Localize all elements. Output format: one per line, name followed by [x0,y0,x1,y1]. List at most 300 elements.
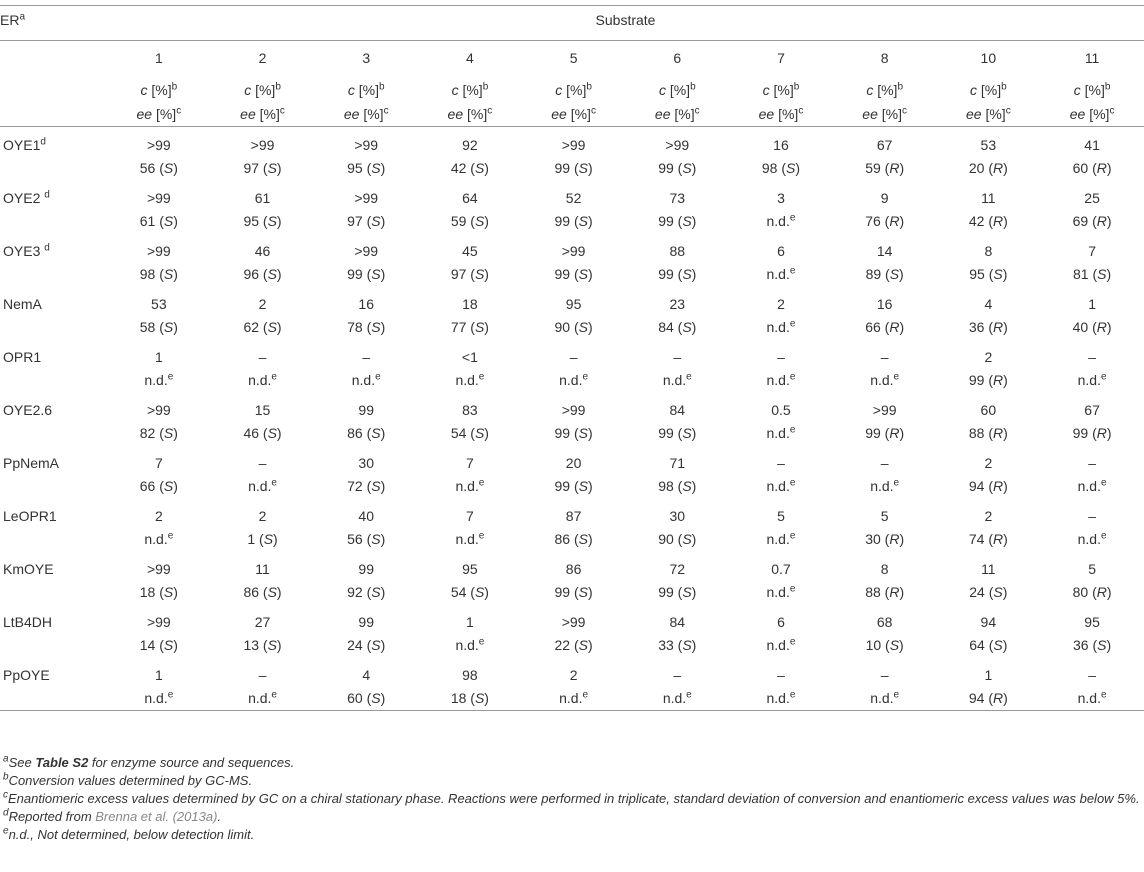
substrate-number: 3 [314,41,418,75]
conversion-cell: 15 [254,401,271,418]
conversion-cell: 1 [154,348,163,365]
conversion-cell: 60 [980,401,997,418]
ee-cell: 99 (R) [865,425,905,441]
conversion-cell: >99 [561,136,586,153]
conversion-cell: 2 [984,348,993,365]
ee-cell: 74 (R) [968,531,1008,547]
ee-cell: 18 (S) [139,584,178,600]
ee-cell: n.d.$^e$ [107,686,211,711]
conversion-cell: >99 [872,401,897,418]
table-row-conversion [0,286,1144,315]
conversion-cell: 25 [1084,189,1100,206]
conversion-cell: >99 [146,613,171,630]
ee-cell: n.d.$^e$ [766,424,796,441]
conversion-cell: >99 [354,242,379,259]
table-row-ee [0,633,1144,657]
unit-c-label: c [%]$^b$ [140,81,178,98]
ee-cell: 99 (S) [554,584,593,600]
header-row-units [0,74,1144,127]
unit-header-cell [314,74,418,127]
conversion-cell: 1 [154,666,163,683]
conversion-cell: 5 [777,507,785,524]
er-name-cell: OYE2 $^d$ [3,188,50,206]
ee-cell: n.d.$^e$ [625,686,729,711]
conversion-cell: – [880,666,889,683]
unit-ee-label: ee [%]$^c$ [862,105,907,122]
ee-cell: 99 (S) [658,213,697,229]
ee-cell: 14 (S) [139,637,178,653]
conversion-cell: 2 [984,507,993,524]
conversion-cell: 1 [1088,295,1096,312]
table-row-conversion [0,180,1144,209]
table-row-conversion [0,551,1144,580]
footnote-d: $^d$Reported from Brenna et al. (2013a). [3,807,222,824]
er-name-cell: PpOYE [3,666,50,683]
ee-cell: 99 (S) [658,425,697,441]
conversion-cell: – [258,348,267,365]
conversion-cell: 2 [777,295,785,312]
ee-cell: 36 (S) [1073,637,1112,653]
ee-cell: 56 (S) [139,160,178,176]
ee-cell: 96 (S) [243,266,282,282]
table-row-conversion [0,127,1144,157]
table-row-ee [0,368,1144,392]
conversion-cell: 2 [258,295,267,312]
er-name-cell: PpNemA [3,454,60,471]
conversion-cell: – [362,348,371,365]
ee-cell: n.d.$^e$ [1077,530,1107,547]
ee-cell: n.d.$^e$ [455,636,485,653]
conversion-cell: – [673,348,682,365]
unit-header-cell [625,74,729,127]
conversion-cell: 11 [255,560,270,577]
conversion-cell: 68 [876,613,893,630]
er-name-cell: OYE2.6 [3,401,53,418]
conversion-cell: 4 [362,666,371,683]
er-column-header: $ER^a$ [0,6,107,41]
ee-cell: 97 (S) [347,213,386,229]
conversion-cell: 14 [876,242,893,259]
conversion-cell: 95 [1084,613,1100,630]
ee-cell: 99 (R) [968,372,1008,388]
results-body [0,127,1144,711]
ee-cell: n.d.$^e$ [870,477,900,494]
ee-cell: 99 (S) [554,160,593,176]
conversion-cell: 83 [462,401,478,418]
conversion-cell: 2 [984,454,993,471]
conversion-cell: 53 [980,136,997,153]
conversion-cell: 9 [880,189,889,206]
ee-cell: n.d.$^e$ [833,686,937,711]
unit-c-label: c [%]$^b$ [347,81,385,98]
conversion-cell: 53 [151,295,167,312]
er-name-cell: LeOPR1 [3,507,57,524]
ee-cell: 89 (S) [865,266,904,282]
ee-cell: 18 (S) [418,686,522,711]
ee-cell: 99 (S) [554,266,593,282]
ee-cell: n.d.$^e$ [766,530,796,547]
ee-cell: n.d.$^e$ [455,530,485,547]
conversion-cell: – [777,348,785,365]
table-row-ee [0,209,1144,233]
ee-cell: 97 (S) [450,266,489,282]
conversion-cell: 92 [462,136,478,153]
ee-cell: 98 (S) [658,478,697,494]
conversion-cell: >99 [146,242,171,259]
ee-cell: 92 (S) [347,584,386,600]
conversion-cell: >99 [250,136,275,153]
conversion-cell: 40 [358,507,374,524]
unit-ee-label: ee [%]$^c$ [240,105,285,122]
ee-cell: 84 (S) [658,319,697,335]
table-footnotes [3,754,1141,844]
conversion-cell: 11 [981,560,996,577]
substrate-number: 1 [107,41,211,75]
ee-cell: n.d.$^e$ [1077,371,1107,388]
ee-cell: 76 (R) [865,213,905,229]
ee-cell: 54 (S) [450,584,489,600]
ee-cell: 40 (R) [1072,319,1112,335]
conversion-cell: 1 [466,613,474,630]
ee-cell: 98 (S) [761,160,801,176]
unit-ee-label: ee [%]$^c$ [654,105,700,122]
conversion-cell: – [673,666,682,683]
substrate-number: 10 [937,41,1041,75]
conversion-cell: >99 [354,136,379,153]
unit-c-label: c [%]$^b$ [762,81,800,98]
ee-cell: 78 (S) [347,319,386,335]
ee-cell: n.d.$^e$ [766,318,796,335]
er-name-cell: NemA [3,295,42,312]
unit-ee-label: ee [%]$^c$ [343,105,389,122]
er-name-cell: LtB4DH [3,613,53,630]
conversion-cell: 88 [669,242,686,259]
header-row-substrate [0,6,1144,41]
conversion-cell: 87 [565,507,582,524]
table-row-conversion [0,498,1144,527]
ee-cell: 86 (S) [347,425,386,441]
unit-ee-label: ee [%]$^c$ [1069,105,1115,122]
conversion-cell: 95 [462,560,478,577]
ee-cell: 99 (S) [554,478,593,494]
conversion-cell: 72 [669,560,686,577]
footnote-b: $^b$Conversion values determined by GC-MS. [3,771,253,788]
conversion-cell: >99 [146,560,171,577]
ee-cell: n.d.$^e$ [766,212,796,229]
conversion-cell: 16 [358,295,374,312]
ee-cell: n.d.$^e$ [766,265,796,282]
conversion-cell: 5 [880,507,889,524]
conversion-cell: 7 [466,507,474,524]
ee-cell: 99 (S) [658,584,697,600]
table-row-conversion [0,339,1144,368]
conversion-cell: – [258,454,267,471]
conversion-cell: 27 [254,613,271,630]
conversion-cell: – [1088,666,1096,683]
conversion-cell: 20 [565,454,582,471]
ee-cell: n.d.$^e$ [559,371,589,388]
ee-cell: 58 (S) [139,319,178,335]
conversion-cell: 18 [462,295,478,312]
conversion-cell: – [777,666,785,683]
ee-cell: 46 (S) [243,425,282,441]
conversion-cell: 8 [984,242,993,259]
table-row-ee [0,474,1144,498]
unit-c-label: c [%]$^b$ [658,81,696,98]
ee-cell: 42 (R) [968,213,1008,229]
unit-header-cell [107,74,211,127]
ee-cell: 99 (S) [554,425,593,441]
unit-header-cell [418,74,522,127]
conversion-cell: 0.5 [771,401,791,418]
conversion-cell: 6 [777,242,785,259]
header-row-substrate-numbers [0,41,1144,75]
conversion-cell: 4 [984,295,993,312]
ee-cell: n.d.$^e$ [144,371,174,388]
conversion-cell: 2 [569,666,578,683]
ee-cell: n.d.$^e$ [351,371,381,388]
unit-c-label: c [%]$^b$ [970,81,1007,98]
conversion-cell: 84 [669,401,686,418]
table-row-ee [0,527,1144,551]
ee-cell: 59 (R) [865,160,905,176]
conversion-cell: – [880,348,889,365]
conversion-cell: 99 [358,613,374,630]
conversion-cell: >99 [146,189,171,206]
ee-cell: 94 (R) [968,478,1008,494]
er-name-cell: OPR1 [3,348,42,365]
ee-cell: 61 (S) [139,213,178,229]
table-row-conversion [0,392,1144,421]
conversion-cell: 11 [981,189,996,206]
ee-cell: n.d.$^e$ [766,477,796,494]
ee-cell: 60 (S) [314,686,418,711]
conversion-cell: >99 [561,613,586,630]
ee-cell: n.d.$^e$ [522,686,626,711]
conversion-cell: 71 [669,454,686,471]
table-row-ee [0,421,1144,445]
unit-c-label: c [%]$^b$ [866,81,903,98]
substrate-number: 6 [625,41,729,75]
ee-cell: 95 (S) [347,160,386,176]
unit-c-label: c [%]$^b$ [244,81,281,98]
ee-cell: 60 (R) [1072,160,1112,176]
conversion-cell: – [1088,454,1096,471]
unit-header-cell [211,74,315,127]
ee-cell: n.d.$^e$ [248,477,277,494]
reference-link[interactable]: Brenna et al. (2013a) [95,809,218,824]
table-row-conversion [0,233,1144,262]
conversion-cell: 16 [773,136,789,153]
ee-cell: 80 (R) [1072,584,1112,600]
conversion-cell: – [777,454,785,471]
substrate-number: 5 [522,41,626,75]
ee-cell: n.d.$^e$ [211,686,315,711]
unit-ee-label: ee [%]$^c$ [447,105,493,122]
conversion-cell: – [569,348,578,365]
conversion-cell: 5 [1088,560,1096,577]
unit-ee-label: ee [%]$^c$ [136,105,182,122]
ee-cell: 86 (S) [554,531,593,547]
conversion-cell: 30 [358,454,374,471]
substrate-number: 2 [211,41,315,75]
unit-header-cell [1040,74,1144,127]
conversion-cell: 99 [358,560,374,577]
table-row-ee [0,262,1144,286]
ee-cell: n.d.$^e$ [870,371,900,388]
ee-cell: 86 (S) [243,584,282,600]
ee-cell: 72 (S) [347,478,386,494]
conversion-cell: 46 [254,242,271,259]
conversion-cell: – [880,454,889,471]
ee-cell: 64 (S) [969,637,1008,653]
ee-cell: 88 (R) [865,584,905,600]
footnote-a: $^a$See Table S2 for enzyme source and sequences. [3,753,295,770]
conversion-cell: >99 [146,401,171,418]
conversion-cell: 45 [462,242,478,259]
conversion-cell: >99 [561,401,586,418]
conversion-cell: 61 [254,189,271,206]
conversion-cell: 67 [1084,401,1100,418]
conversion-cell: 86 [565,560,582,577]
table-row-conversion [0,445,1144,474]
ee-cell: 66 (R) [865,319,905,335]
conversion-cell: 30 [669,507,686,524]
conversion-cell: >99 [146,136,171,153]
substrate-number: 7 [729,41,833,75]
ee-cell: n.d.$^e$ [1040,686,1144,711]
ee-cell: 99 (R) [1072,425,1112,441]
ee-cell: n.d.$^e$ [455,371,485,388]
ee-cell: n.d.$^e$ [729,686,833,711]
ee-cell: 1 (S) [247,531,278,547]
conversion-cell: <1 [461,348,478,365]
conversion-cell: 1 [984,666,993,683]
conversion-cell: 2 [258,507,267,524]
table-row-ee [0,686,1144,711]
ee-cell: 88 (R) [968,425,1008,441]
ee-cell: n.d.$^e$ [766,583,796,600]
table-row-conversion [0,657,1144,686]
conversion-cell: 7 [154,454,163,471]
conversion-cell: – [1088,348,1096,365]
conversion-cell: 41 [1084,136,1100,153]
ee-cell: 81 (S) [1073,266,1112,282]
table-row-ee [0,156,1144,180]
ee-cell: 42 (S) [450,160,489,176]
ee-cell: 66 (S) [139,478,178,494]
conversion-cell: 7 [1088,242,1096,259]
ee-cell: 82 (S) [139,425,178,441]
ee-cell: 99 (S) [554,213,593,229]
conversion-cell: 16 [876,295,893,312]
ee-cell: 99 (S) [658,160,697,176]
conversion-cell: >99 [665,136,690,153]
ee-cell: 59 (S) [450,213,489,229]
ee-cell: 77 (S) [450,319,489,335]
ee-cell: 98 (S) [139,266,178,282]
er-name-cell: KmOYE [3,560,54,577]
unit-c-label: c [%]$^b$ [451,81,489,98]
conversion-cell: 84 [669,613,686,630]
ee-cell: 10 (S) [865,637,904,653]
conversion-cell: 64 [462,189,478,206]
conversion-cell: 3 [777,189,785,206]
ee-cell: 95 (S) [969,266,1008,282]
ee-cell: 24 (S) [347,637,386,653]
conversion-cell: 99 [358,401,374,418]
unit-header-cell [833,74,937,127]
unit-ee-label: ee [%]$^c$ [965,105,1011,122]
conversion-cell: 8 [880,560,889,577]
ee-cell: 97 (S) [243,160,282,176]
conversion-cell: – [1088,507,1096,524]
unit-ee-label: ee [%]$^c$ [758,105,804,122]
table-row-ee [0,580,1144,604]
conversion-cell: >99 [354,189,379,206]
er-name-cell: OYE1$^d$ [3,135,46,153]
conversion-cell: – [258,666,267,683]
ee-cell: 95 (S) [243,213,282,229]
ee-cell: n.d.$^e$ [455,477,485,494]
conversion-cell: 0.7 [771,560,791,577]
unit-header-cell [729,74,833,127]
ee-cell: 20 (R) [968,160,1008,176]
conversion-cell: 94 [980,613,997,630]
ee-cell: 30 (R) [865,531,905,547]
table-row-ee [0,315,1144,339]
ee-cell: 94 (R) [937,686,1041,711]
ee-cell: 99 (S) [347,266,386,282]
conversion-cell: 2 [154,507,163,524]
results-table [0,5,1144,711]
conversion-cell: 23 [669,295,686,312]
conversion-cell: 73 [669,189,686,206]
ee-cell: 69 (R) [1072,213,1112,229]
unit-ee-label: ee [%]$^c$ [551,105,596,122]
conversion-cell: 98 [462,666,478,683]
ee-cell: n.d.$^e$ [662,371,692,388]
ee-cell: n.d.$^e$ [144,530,174,547]
ee-cell: n.d.$^e$ [766,636,796,653]
table-row-conversion [0,604,1144,633]
ee-cell: 62 (S) [243,319,282,335]
ee-cell: 24 (S) [969,584,1008,600]
ee-cell: 90 (S) [554,319,593,335]
ee-cell: n.d.$^e$ [1077,477,1107,494]
conversion-cell: >99 [561,242,586,259]
footnote-e: $^e$n.d., Not determined, below detection limit. [3,825,255,842]
substrate-number: 11 [1040,41,1144,75]
unit-c-label: c [%]$^b$ [555,81,592,98]
unit-header-cell [937,74,1041,127]
conversion-cell: 6 [777,613,785,630]
er-name-cell: OYE3 $^d$ [3,241,50,259]
ee-cell: 99 (S) [658,266,697,282]
ee-cell: 56 (S) [347,531,386,547]
unit-header-cell [522,74,626,127]
ee-cell: 13 (S) [243,637,282,653]
unit-c-label: c [%]$^b$ [1073,81,1111,98]
ee-cell: 22 (S) [554,637,593,653]
ee-cell: 33 (S) [658,637,697,653]
ee-cell: 90 (S) [658,531,697,547]
substrate-number: 4 [418,41,522,75]
conversion-cell: 95 [565,295,582,312]
footnote-c: $^c$Enantiomeric excess values determined by GC on a chiral stationary phase. Reactions were performed in triplicate, standard deviation of conversion and enantiomeric excess values was below 5%. [3,789,1140,806]
ee-cell: n.d.$^e$ [248,371,277,388]
ee-cell: 54 (S) [450,425,489,441]
